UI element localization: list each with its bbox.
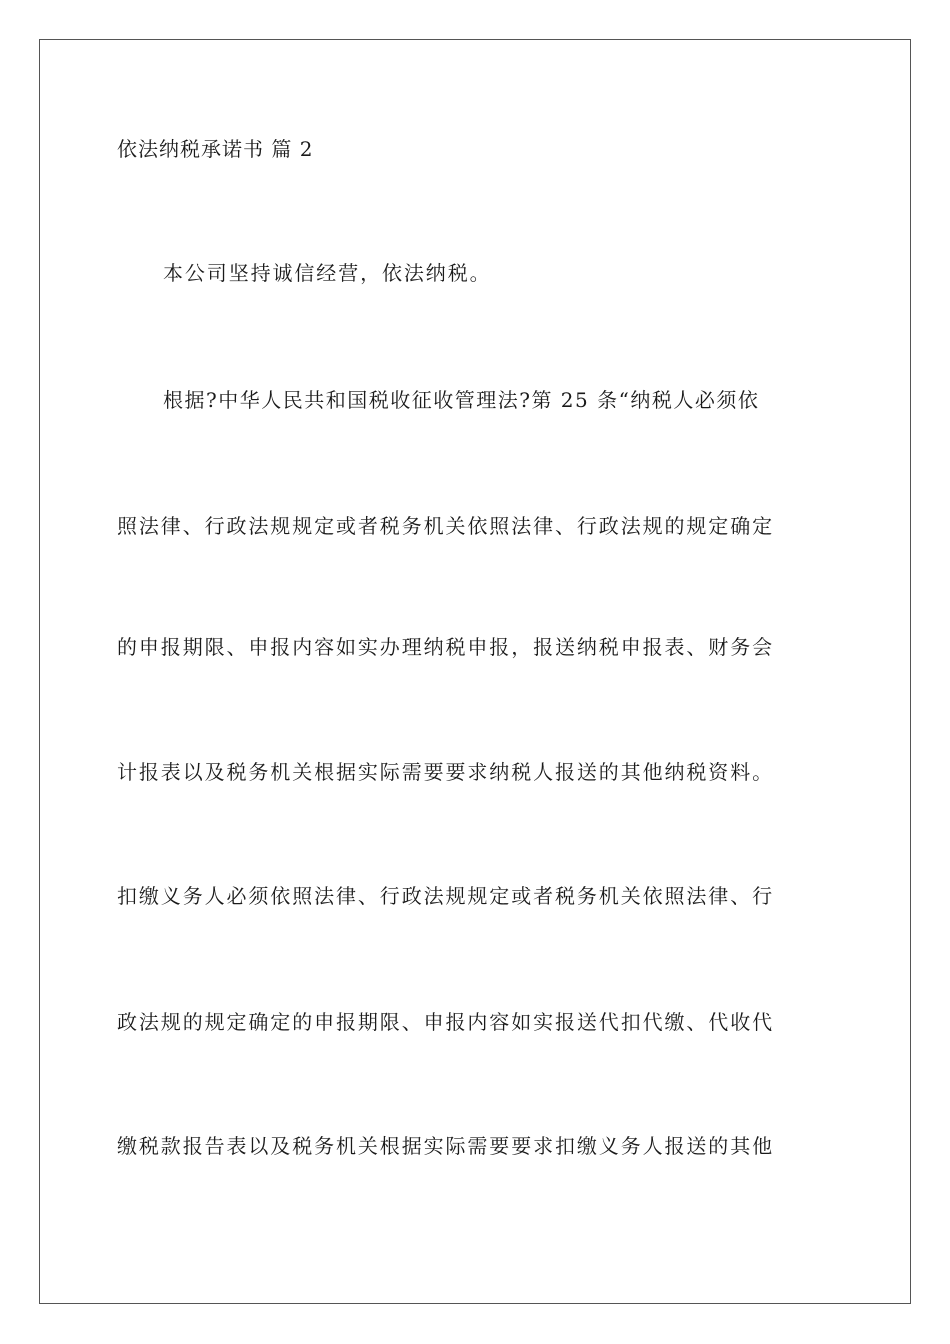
paragraph-line: 计报表以及税务机关根据实际需要要求纳税人报送的其他纳税资料。	[117, 760, 774, 784]
paragraph-line: 政法规的规定确定的申报期限、申报内容如实报送代扣代缴、代收代	[117, 1010, 774, 1034]
paragraph-line: 照法律、行政法规规定或者税务机关依照法律、行政法规的规定确定	[117, 514, 774, 538]
paragraph-line: 本公司坚持诚信经营，依法纳税。	[163, 261, 492, 285]
paragraph-line: 扣缴义务人必须依照法律、行政法规规定或者税务机关依照法律、行	[117, 884, 774, 908]
paragraph-line: 缴税款报告表以及税务机关根据实际需要要求扣缴义务人报送的其他	[117, 1134, 774, 1158]
paragraph-line: 根据?中华人民共和国税收征收管理法?第 25 条“纳税人必须依	[163, 388, 760, 412]
page-border	[39, 39, 911, 1304]
paragraph-line: 的申报期限、申报内容如实办理纳税申报，报送纳税申报表、财务会	[117, 635, 774, 659]
document-title: 依法纳税承诺书 篇 2	[117, 137, 314, 161]
